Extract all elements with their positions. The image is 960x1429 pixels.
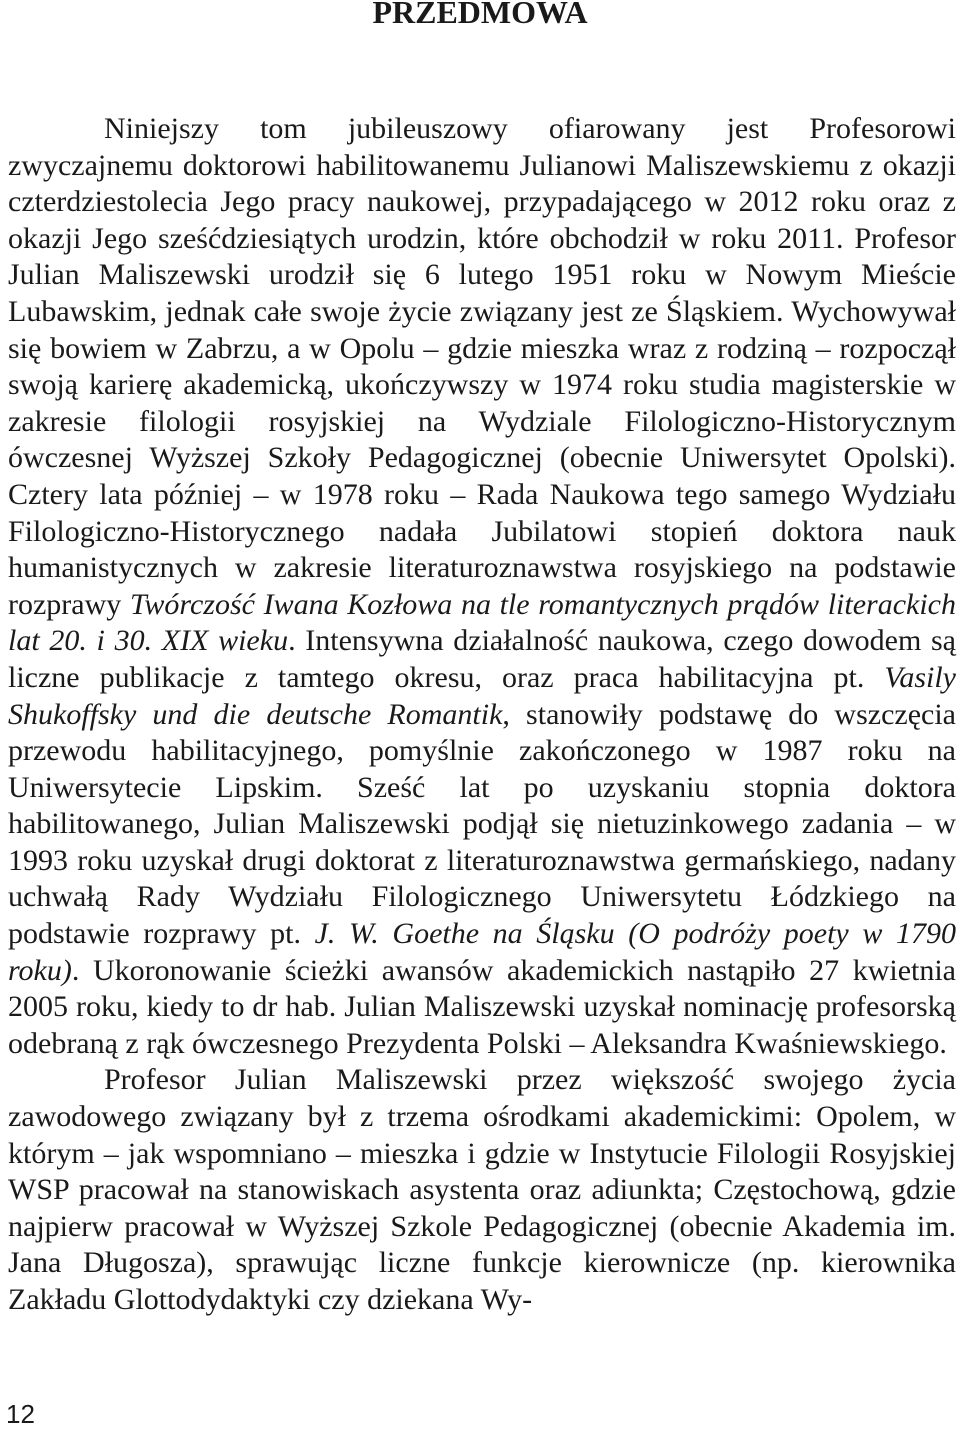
paragraph-1	[8, 111, 956, 1062]
text-run: Profesor Julian Maliszewski urodził się 6 lutego 1951 roku w Nowym Mieście Lubawskim, jednak całe swoje życie związany jest ze Śląskiem. Wychowywał się bowiem w Zabrzu, a w Opolu – gdzie mieszka wraz z rodziną – rozpoczął swoją karierę akademicką, ukończywszy w 1974 roku studia magisterskie w zakresie filologii rosyjskiej na Wydziale Filologiczno-Historycznym ówczesnej Wyższej Szkoły Pedagogicznej (obecnie Uniwersytet Opolski). Cztery lata później – w 1978 roku – Rada Naukowa tego samego Wydziału Filologiczno-Historycznego nadała Jubilatowi stopień doktora nauk humanistycznych w zakresie literaturoznawstwa rosyjskiego na podstawie rozprawy	[8, 221, 956, 621]
text-run: Niniejszy tom jubileuszowy ofiarowany jest Profesorowi zwyczajnemu doktorowi habilitowanemu Julianowi Maliszewskiemu z okazji czterdziestolecia Jego pracy naukowej, przypadającego w 2012 roku oraz z okazji Jego sześćdziesiątych urodzin, które obchodził w roku 2011.	[8, 112, 956, 255]
body-text	[8, 111, 956, 1319]
text-run: . Ukoronowanie ścieżki awansów akademickich nastąpiło 27 kwietnia 2005 roku, kiedy to dr hab. Julian Maliszewski uzyskał nominację profesorską odebraną z rąk ówczesnego Prezydenta Polski – Aleksandra Kwaśniewskiego.	[8, 953, 956, 1060]
text-run: . Intensywna działalność naukowa, czego dowodem są liczne publikacje z tamtego okresu, oraz praca habilitacyjna pt.	[8, 624, 956, 694]
text-run: , stanowiły podstawę do wszczęcia przewodu habilitacyjnego, pomyślnie zakończonego w 1987 roku na Uniwersytecie Lipskim. Sześć lat po uzyskaniu stopnia doktora habilitowanego, Julian Maliszewski podjął się nietuzinkowego zadania – w 1993 roku uzyskał drugi doktorat z literaturoznawstwa germańskiego, nadany uchwałą Rady Wydziału Filologicznego Uniwersytetu Łódzkiego na podstawie rozprawy pt.	[8, 697, 956, 951]
book-title-italic: Vasily Shukoffsky und die deutsche Romantik	[8, 660, 956, 731]
paragraph-2	[8, 1062, 956, 1318]
book-title-italic: Twórczość Iwana Kozłowa na tle romantycznych prądów literackich lat 20. i 30. XIX wieku	[8, 587, 957, 658]
book-title-italic: J. W. Goethe na Śląsku (O podróży poety w 1790 roku)	[8, 917, 956, 987]
page-number: 12	[6, 1399, 35, 1429]
page-title: PRZEDMOWA	[372, 0, 588, 30]
text-run: Profesor Julian Maliszewski przez większość swojego życia zawodowego związany był z trzema ośrodkami akademickimi: Opolem, w którym – jak wspomniano – mieszka i gdzie w Instytucie Filologii Rosyjskiej WSP pracował na stanowiskach asystenta oraz adiunkta; Częstochową, gdzie najpierw pracował w Wyższej Szkole Pedagogicznej (obecnie Akademia im. Jana Długosza), sprawując liczne funkcje kierownicze (np. kierownika Zakładu Glottodydaktyki czy dziekana Wy-	[8, 1063, 956, 1316]
